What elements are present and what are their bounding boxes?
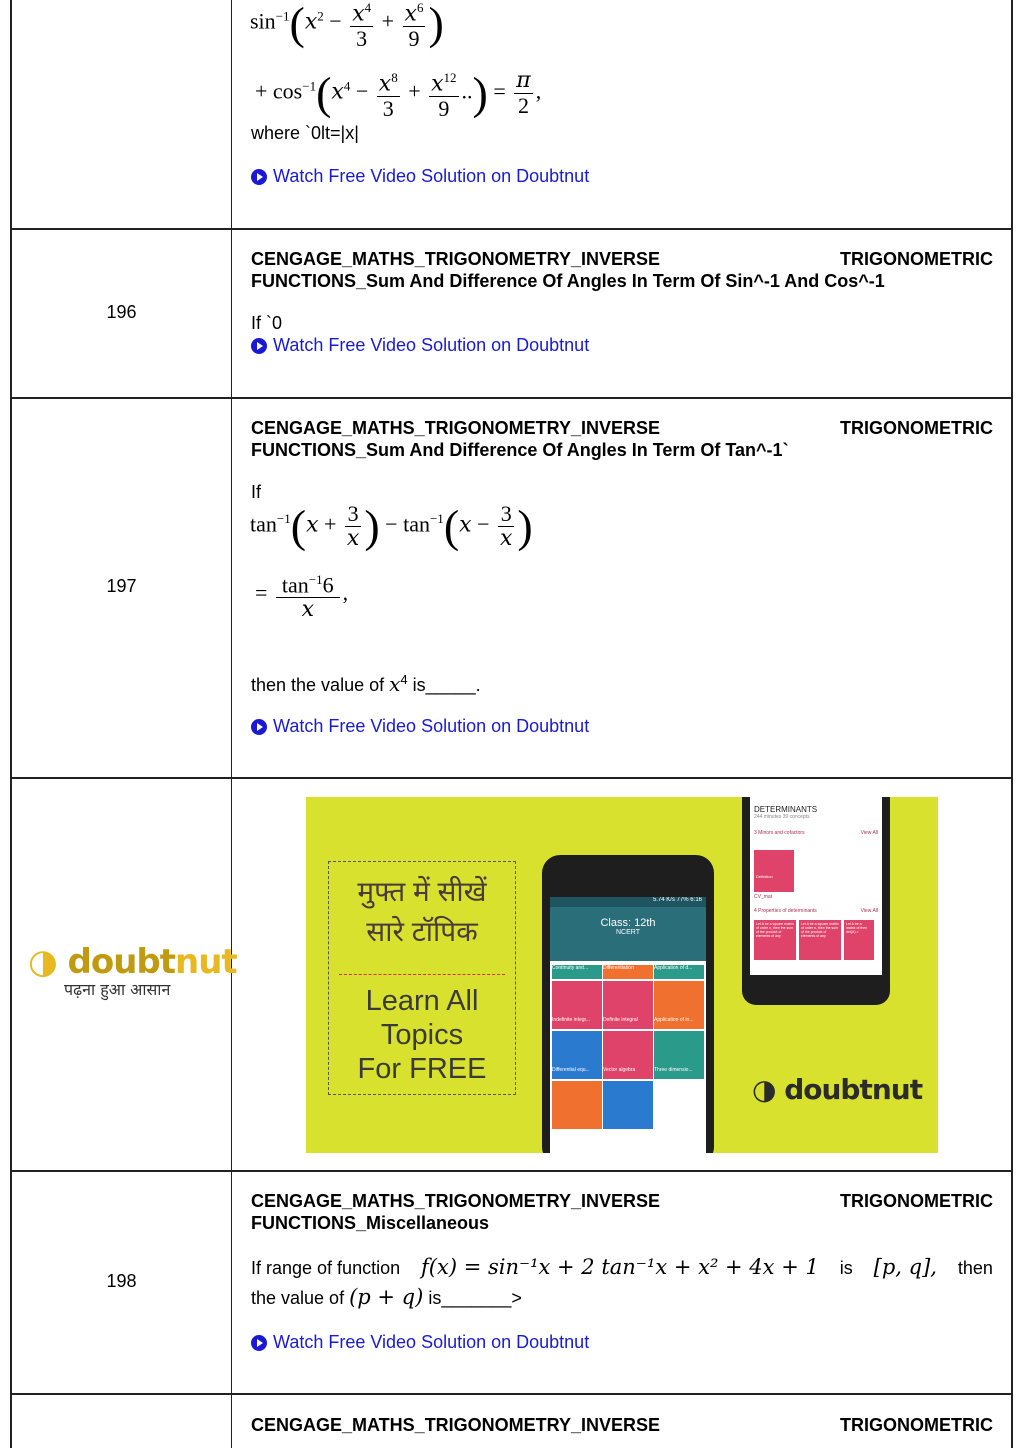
row-divider <box>10 777 1013 779</box>
question-text: If range of function f(x) = sin⁻¹x + 2 tan⁻¹x + x² + 4x + 1 is [p, q], then <box>251 1255 993 1279</box>
video-solution-link[interactable]: Watch Free Video Solution on Doubtnut <box>251 166 589 187</box>
question-if: If <box>251 482 262 502</box>
question-text-line2: the value of (p + q) is_______> <box>251 1285 522 1309</box>
english-promo: Learn All Topics For FREE <box>357 985 487 1085</box>
play-icon <box>251 1335 267 1351</box>
question-heading: CENGAGE_MATHS_TRIGONOMETRY_INVERSE TRIGONOMETRIC <box>251 1415 993 1435</box>
row-divider <box>10 1170 1013 1172</box>
video-solution-link[interactable]: Watch Free Video Solution on Doubtnut <box>251 335 589 356</box>
play-icon <box>251 169 267 185</box>
equation-line-1: $\tan^{-1}(x$ + $\frac{3}{x}$ ) − $\tan^{-1}(x$ − $\frac{3}{x}$ ) <box>250 500 533 552</box>
video-solution-link[interactable]: Watch Free Video Solution on Doubtnut <box>251 1332 589 1353</box>
play-icon <box>251 719 267 735</box>
phone-mockup: 5.74 K/s 77% 6:16 Class: 12th NCERT Continuity and... Differentiation Application of d... Indefinite integr... Definite integral Application of in... Differential equ... Vector algebra Three dimensio... <box>542 855 714 1153</box>
column-divider <box>231 0 232 1448</box>
question-note: where `0lt=|x| <box>251 123 359 143</box>
equation-line-2: + $\cos^{-1}(x^4$ − $\frac{x^8}{3}$ + $\frac{x^{12}}{9}$ ..) = $\frac{\pi}{2}$ , <box>255 67 542 122</box>
ad-banner[interactable] <box>306 797 938 1153</box>
promo-text-box <box>328 861 516 1095</box>
question-number: 198 <box>106 1271 137 1291</box>
video-solution-link[interactable]: Watch Free Video Solution on Doubtnut <box>251 716 589 737</box>
question-number: 197 <box>106 576 137 596</box>
question-heading: CENGAGE_MATHS_TRIGONOMETRY_INVERSE TRIGONOMETRIC FUNCTIONS_Sum And Difference Of Angles In Term Of Sin^-1 And Cos^-1 <box>251 249 993 291</box>
banner-logo: ◑ doubtnut <box>752 1073 923 1106</box>
row-divider <box>10 397 1013 399</box>
phone-mockup-secondary: DETERMINANTS 244 minutes 39 concepts 3 Minors and cofactors View All Definition CV_mat 4 Properties of determinants View All Let A be a square matrix of order n, then the sum of the product of elements of any Let A be a square matrix of order n, then the sum of the product of elements of any Let A be a matrix of then det(A) = <box>742 797 890 1005</box>
question-number: 196 <box>106 302 137 322</box>
question-heading: CENGAGE_MATHS_TRIGONOMETRY_INVERSE TRIGONOMETRIC FUNCTIONS_Sum And Difference Of Angles In Term Of Tan^-1` <box>251 418 993 460</box>
hindi-promo: मुफ्त में सीखें सारे टॉपिक <box>357 876 487 947</box>
equation-line-1: $\sin^{-1}(x^2$ − $\frac{x^4}{3}$ + $\frac{x^6}{9}$ ) <box>250 0 444 51</box>
doubtnut-logo: ◑ doubtnut पढ़ना हुआ आसान <box>28 942 237 999</box>
row-divider <box>10 1393 1013 1395</box>
play-icon <box>251 338 267 354</box>
question-tail: then the value of $x^4$ is_____. <box>251 672 481 696</box>
question-heading: CENGAGE_MATHS_TRIGONOMETRY_INVERSE TRIGONOMETRIC FUNCTIONS_Miscellaneous <box>251 1191 993 1233</box>
equation-line-2: = $\frac{\tan^{-1}6}{x}$ , <box>255 568 348 622</box>
logo-tagline: पढ़ना हुआ आसान <box>64 980 171 999</box>
question-text: If `0 <box>251 313 283 333</box>
row-divider <box>10 228 1013 230</box>
